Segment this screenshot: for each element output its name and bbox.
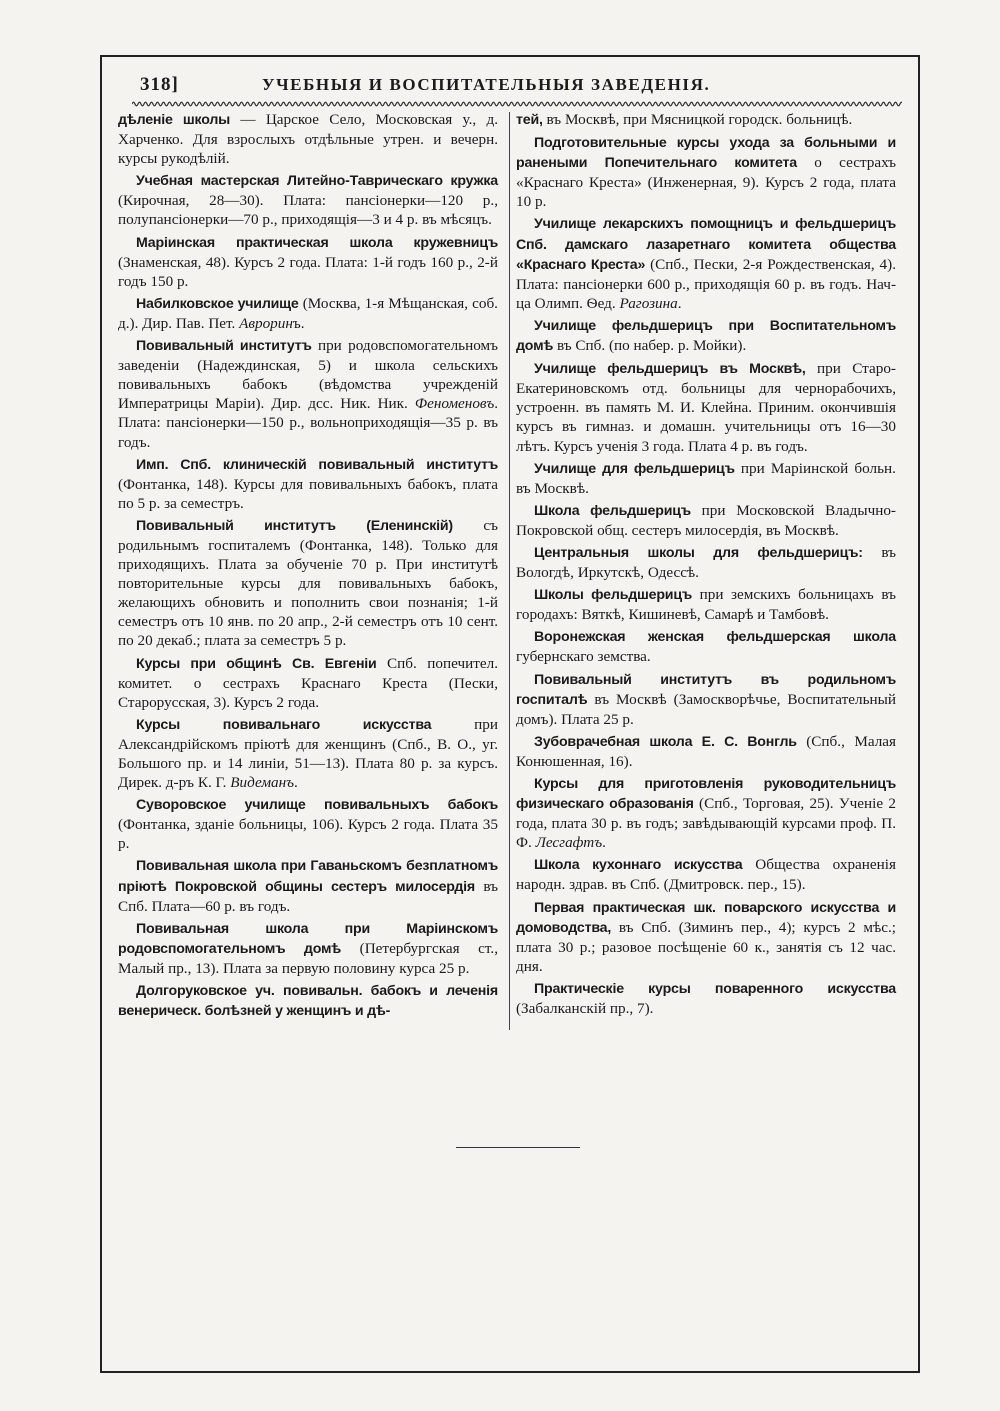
- entry-heading: Долгоруковское уч. повивальн. бабокъ и леченія венерическ. болѣзней у женщинъ и дѣ-: [118, 983, 498, 1020]
- entry-text-end: ъ.: [292, 314, 305, 332]
- entry-heading: Маріинская практическая школа кружевницъ: [136, 234, 498, 251]
- end-rule: [456, 1147, 580, 1148]
- entry-heading: Воронежская женская фельдшерская школа: [534, 629, 896, 646]
- entry-text: при Старо-Екатериновскомъ отд. больницы для чернорабочихъ, устроенн. въ память М. И. Клейна. Приним. окончившія курсъ въ гимназ. и домашн. учительницы отъ 16—30 лѣтъ. Курсъ ученія 3 года. Плата 4 р. въ годъ.: [516, 360, 896, 455]
- entry-text-end: . Плата: пансіонерки—150 р., вольноприходящія—35 р. въ годъ.: [118, 395, 498, 451]
- directory-entry: [516, 979, 896, 1018]
- person-name: Видеманъ: [230, 774, 295, 792]
- entry-text-end: .: [294, 774, 298, 792]
- entry-heading: Повивальная школа при Маріинскомъ родовспомогательномъ домѣ: [118, 920, 498, 957]
- directory-entry: [118, 981, 498, 1021]
- directory-entry: [516, 501, 896, 540]
- page-number: 318]: [140, 74, 179, 95]
- directory-entry: [118, 171, 498, 229]
- entry-text: въ Спб. Плата—60 р. въ годъ.: [118, 877, 498, 915]
- entry-text: (Спб., Пески, 2-я Рождественская, 4). Плата: пансіонерки 600 р., приходящія 60 р. въ годъ. Нач-ца Олимп. Ѳед.: [516, 255, 896, 312]
- directory-entry: [118, 654, 498, 712]
- entry-text: (Фонтанка, зданіе больницы, 106). Курсъ 2 года. Плата 35 р.: [118, 816, 498, 853]
- entry-text: (Забалканскій пр., 7).: [516, 1000, 654, 1018]
- directory-entry: [516, 585, 896, 624]
- entry-text-end: .: [602, 834, 606, 852]
- entry-text-end: .: [677, 294, 682, 312]
- directory-entry: [118, 516, 498, 651]
- entry-heading: Имп. Спб. клиническій повивальный институтъ: [136, 456, 498, 473]
- entry-heading: тей,: [516, 112, 543, 128]
- entry-text: (Спб., Торговая, 25). Ученіе 2 года, плата 30 р. въ годъ; завѣдывающій курсами проф. П. Ф.: [516, 795, 896, 852]
- entry-heading: Первая практическая шк. поварского искусства и домоводства,: [516, 899, 896, 936]
- entry-heading: Курсы при общинѣ Св. Евгеніи: [136, 655, 377, 672]
- entry-heading: Школы фельдшерицъ: [534, 587, 692, 604]
- person-name: Лесгафтъ: [535, 834, 603, 852]
- entry-text: (Знаменская, 48). Курсъ 2 года. Плата: 1-й годъ 160 р., 2-й годъ 150 р.: [118, 253, 498, 290]
- entry-text: при Московской Владычно-Покровской общ. сестеръ милосердія, въ Москвѣ.: [516, 501, 896, 539]
- page-header: [112, 70, 907, 100]
- entry-text: съ родильнымъ госпиталемъ (Фонтанка, 148). Только для приходящихъ. Плата за обученіе 70 р. При институтѣ повторительные курсы для повивальныхъ бабокъ, желающихъ обновить и пополнить свои познанія; 1-й семестръ отъ 10 янв. по 20 апр., 2-й семестръ отъ 10 сент. по 20 декаб.; плата за семестръ 5 р.: [118, 516, 498, 650]
- person-name: Феноменовъ: [414, 395, 495, 413]
- directory-entry: [516, 459, 896, 498]
- entry-text: губернскаго земства.: [516, 648, 651, 666]
- entry-text: (Кирочная, 28—30). Плата: пансіонерки—120 р., полупансіонерки—70 р., приходящія—3 и 4 р. въ мѣсяцъ.: [118, 192, 498, 229]
- entry-text: въ Спб. (Зиминъ пер., 4); курсъ 2 мѣс.; плата 30 р.; разовое посѣщеніе 60 к., занятія съ 12 час. дня.: [516, 918, 896, 975]
- entry-heading: Училище лекарскихъ помощницъ и фельдшерицъ Спб. дамскаго лазаретнаго комитета общества «Краснаго Креста»: [516, 216, 896, 273]
- entry-text: (Спб., Малая Конюшенная, 16).: [516, 732, 896, 770]
- directory-entry: [118, 294, 498, 333]
- entry-text: Общества охраненія народн. здрав. въ Спб. (Дмитровск. пер., 15).: [516, 856, 896, 894]
- directory-entry: [118, 919, 498, 978]
- entry-text: (Москва, 1-я Мѣщанская, соб. д.). Дир. Пав. Пет.: [118, 294, 498, 332]
- directory-entry: [516, 359, 896, 455]
- entry-heading: дѣленіе школы: [118, 112, 231, 128]
- column-divider: [509, 112, 510, 1030]
- entry-text: въ Спб. (по набер. р. Мойки).: [553, 337, 747, 355]
- entry-heading: Повивальная школа при Гаваньскомъ безплатномъ пріютѣ Покровской общины сестеръ милосердія: [118, 858, 498, 895]
- directory-entry: [516, 898, 896, 976]
- entry-text: о сестрахъ «Краснаго Креста» (Инженерная, 9). Курсъ 2 года, плата 10 р.: [516, 154, 896, 211]
- directory-entry: [516, 774, 896, 852]
- entry-text: въ Вологдѣ, Иркутскѣ, Одессѣ.: [516, 543, 896, 582]
- right-column: [516, 110, 896, 1021]
- directory-entry: [516, 855, 896, 894]
- entry-heading: Подготовительные курсы ухода за больными и ранеными Попечительнаго комитета: [516, 135, 896, 172]
- entry-heading: Суворовское училище повивальныхъ бабокъ: [136, 797, 498, 814]
- directory-entry: [118, 795, 498, 853]
- entry-text: при Маріинской больн. въ Москвѣ.: [516, 459, 896, 497]
- entry-text: (Петербургская ст., Малый пр., 13). Плата за первую половину курса 25 р.: [118, 939, 499, 977]
- directory-entry: [516, 627, 896, 666]
- entry-heading: Училище фельдшерицъ въ Москвѣ,: [534, 361, 806, 378]
- entry-text: при родовспомогательномъ заведеніи (Надеждинская, 5) и школа сельскихъ повивальныхъ бабокъ (вѣдомства учрежденій Императрицы Маріи). Дир. дсс. Ник. Ник.: [118, 337, 498, 413]
- entry-heading: Зубоврачебная школа Е. С. Вонгль: [534, 733, 797, 750]
- entry-text: — Царское Село, Московская у., д. Харченко. Для взрослыхъ отдѣльные утрен. и вечерн. курсы рукодѣлій.: [118, 111, 498, 168]
- directory-entry: [516, 670, 896, 729]
- entry-heading: Училище для фельдшерицъ: [534, 460, 735, 477]
- directory-entry: [516, 316, 896, 356]
- entry-text: въ Москвѣ, при Мясницкой городск. больницѣ.: [542, 111, 853, 128]
- entry-heading: Практическіе курсы поваренного искусства: [534, 980, 896, 997]
- entry-heading: Училище фельдшерицъ при Воспитательномъ домѣ: [516, 317, 896, 355]
- left-column: [118, 110, 498, 1024]
- entry-heading: Повивальный институтъ: [136, 338, 312, 355]
- entry-heading: Повивальный институтъ въ родильномъ госпиталѣ: [516, 671, 896, 708]
- header-wavy-rule: [132, 100, 902, 108]
- directory-entry: [516, 110, 896, 130]
- entry-text: при земскихъ больницахъ въ городахъ: Вяткѣ, Кишиневѣ, Самарѣ и Тамбовѣ.: [516, 586, 896, 624]
- directory-entry: [118, 110, 498, 168]
- entry-heading: Центральныя школы для фельдшерицъ:: [534, 544, 863, 561]
- entry-heading: Повивальный институтъ (Еленинскій): [136, 517, 453, 534]
- directory-entry: [118, 856, 498, 915]
- entry-text: въ Москвѣ (Замоскворѣчье, Воспитательный домъ). Плата 25 р.: [516, 690, 896, 728]
- entry-heading: Школа кухоннаго искусства: [534, 857, 743, 874]
- directory-entry: [516, 732, 896, 771]
- directory-entry: [516, 133, 896, 211]
- directory-entry: [118, 715, 498, 792]
- entry-text: (Фонтанка, 148). Курсы для повивальныхъ бабокъ, плата по 5 р. за семестръ.: [118, 475, 498, 512]
- directory-entry: [118, 233, 498, 291]
- entry-heading: Набилковское училище: [136, 295, 299, 312]
- entry-text: Спб. попечител. комитет. о сестрахъ Краснаго Креста (Пески, Староруcская, 3). Курсъ 2 года.: [118, 654, 498, 711]
- person-name: Рагозина: [619, 294, 678, 312]
- entry-heading: Курсы для приготовленія руководительницъ физическаго образованія: [516, 776, 896, 813]
- entry-heading: Учебная мастерская Литейно-Таврическаго кружка: [136, 173, 498, 190]
- running-title: УЧЕБНЫЯ И ВОСПИТАТЕЛЬНЫЯ ЗАВЕДЕНІЯ.: [262, 75, 711, 94]
- entry-heading: Школа фельдшерицъ: [534, 502, 691, 519]
- entry-text: при Александрійскомъ пріютѣ для женщинъ (Спб., В. О., уг. Большого пр. и 14 линіи, 51—13). Плата 80 р. за курсъ. Дирек. д-ръ К. Г.: [118, 715, 498, 792]
- directory-entry: [516, 214, 896, 312]
- directory-entry: [118, 455, 498, 513]
- directory-entry: [516, 543, 896, 582]
- person-name: Аврорин: [239, 314, 293, 332]
- entry-heading: Курсы повивальнаго искусства: [136, 716, 432, 733]
- directory-entry: [118, 336, 498, 452]
